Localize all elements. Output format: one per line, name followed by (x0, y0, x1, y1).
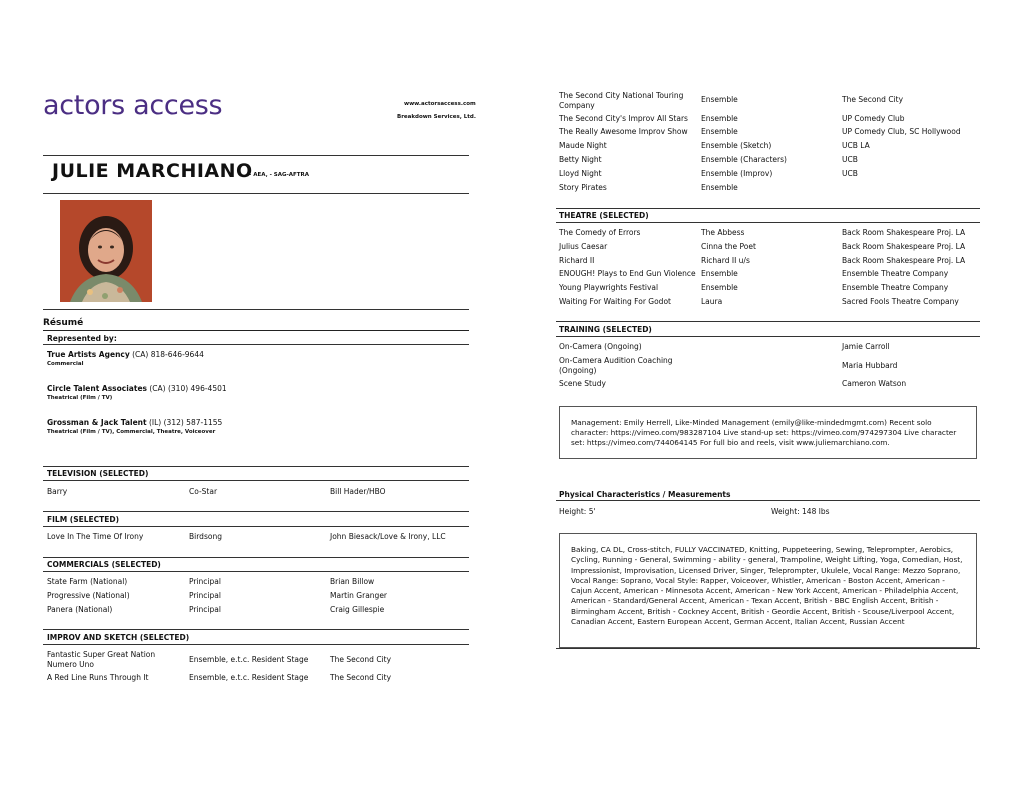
divider (556, 648, 980, 649)
credit-company: UCB (842, 169, 858, 178)
agency-contact: (CA) (310) 496-4501 (147, 384, 227, 393)
credit-title: Maude Night (559, 141, 607, 150)
credit-company: Craig Gillespie (330, 605, 385, 614)
credit-company: The Second City (330, 673, 392, 682)
credit-role: Ensemble (701, 283, 738, 292)
credit-role: Birdsong (189, 532, 222, 541)
divider (43, 511, 469, 512)
film-title: FILM (SELECTED) (47, 515, 120, 524)
agency-name: True Artists Agency (47, 350, 130, 359)
credit-title: Progressive (National) (47, 591, 130, 600)
credit-role: Ensemble (701, 183, 738, 192)
credit-role: Ensemble, e.t.c. Resident Stage (189, 655, 309, 664)
credit-title: State Farm (National) (47, 577, 128, 586)
credit-role: Ensemble (701, 95, 738, 104)
credit-company: UP Comedy Club, SC Hollywood (842, 127, 961, 136)
credit-role: Ensemble (Characters) (701, 155, 787, 164)
divider (556, 336, 980, 337)
divider (43, 193, 469, 194)
divider (43, 344, 469, 345)
credit-title: The Really Awesome Improv Show (559, 127, 688, 136)
training-title: TRAINING (SELECTED) (559, 325, 652, 334)
weight-value: Weight: 148 lbs (771, 507, 830, 516)
credit-role: Principal (189, 605, 221, 614)
divider (556, 500, 980, 501)
commercials-title: COMMERCIALS (SELECTED) (47, 560, 161, 569)
improv-title: IMPROV AND SKETCH (SELECTED) (47, 633, 190, 642)
credit-company: Sacred Fools Theatre Company (842, 297, 959, 306)
agency-type: Commercial (47, 361, 84, 367)
agency-entry[interactable] (47, 350, 204, 360)
credit-title: Richard II (559, 256, 595, 265)
divider (43, 557, 469, 558)
credit-title: A Red Line Runs Through It (47, 673, 149, 682)
resume-heading: Résumé (43, 318, 84, 328)
credit-title: Story Pirates (559, 183, 607, 192)
training-course: Scene Study (559, 379, 606, 388)
credit-title: Love In The Time Of Irony (47, 532, 144, 541)
website-link[interactable]: www.actorsaccess.com (404, 101, 476, 107)
credit-company: Back Room Shakespeare Proj. LA (842, 228, 966, 237)
credit-company: UCB (842, 155, 858, 164)
credit-role: Co-Star (189, 487, 218, 496)
notes-text: Management: Emily Herrell, Like-Minded Management (emily@like-mindedmgmt.com) Recent solo character: https://vimeo.com/983287104 Live stand-up set: https://vimeo.com/974297304 Live character set: https://vimeo.com/744064145 For full bio and reels, visit www.juliemarchiano.com. (571, 418, 957, 447)
credit-role: Principal (189, 591, 221, 600)
headshot-photo[interactable] (60, 200, 152, 302)
credit-title: Waiting For Waiting For Godot (559, 297, 671, 306)
actors-access-logo: actors access (43, 90, 223, 121)
credit-title: Betty Night (559, 155, 602, 164)
agency-type: Theatrical (Film / TV), Commercial, Theatre, Voiceover (47, 429, 216, 435)
agency-type: Theatrical (Film / TV) (47, 395, 113, 401)
skills-text: Baking, CA DL, Cross-stitch, FULLY VACCINATED, Knitting, Puppeteering, Sewing, Teleprompter, Aerobics, Cycling, Running - General, Swimming - ability - general, Trampoline, Weight Lifting, Yoga, Comedian, Host, Impressionist, Improvisation, Licensed Driver, Singer, Teleprompter, Ukulele, Vocal Range: Mezzo Soprano, Vocal Range: Soprano, Vocal Style: Rapper, Voiceover, Whistler, American - Boston Accent, American - Cajun Accent, American - Minnesota Accent, American - New York Accent, American - Philadelphia Accent, American - Standard/General Accent, American - Texan Accent, British - BBC English Accent, British - Birmingham Accent, British - Cockney Accent, British - Geordie Accent, British - Scouse/Liverpool Accent, Canadian Accent, Eastern European Accent, German Accent, Italian Accent, Russian Accent (571, 545, 963, 627)
agency-entry[interactable] (47, 418, 222, 428)
physical-title: Physical Characteristics / Measurements (559, 490, 731, 499)
divider (556, 222, 980, 223)
divider (43, 480, 469, 481)
credit-company: Brian Billow (330, 577, 375, 586)
credit-role: Principal (189, 577, 221, 586)
training-teacher: Cameron Watson (842, 379, 907, 388)
credit-title: Barry (47, 487, 68, 496)
training-course: On-Camera Audition Coaching (Ongoing) (559, 356, 673, 375)
height-value: Height: 5' (559, 507, 596, 516)
credit-title: The Second City National Touring Company (559, 91, 684, 110)
credit-company: John Biesack/Love & Irony, LLC (330, 532, 446, 541)
credit-title: The Comedy of Errors (559, 228, 641, 237)
credit-role: Ensemble, e.t.c. Resident Stage (189, 673, 309, 682)
credit-role: Cinna the Poet (701, 242, 756, 251)
credit-title: Julius Caesar (559, 242, 608, 251)
headshot-image (60, 200, 152, 302)
theatre-title: THEATRE (SELECTED) (559, 211, 649, 220)
credit-company: UCB LA (842, 141, 870, 150)
agency-entry[interactable] (47, 384, 227, 394)
credit-company: Ensemble Theatre Company (842, 283, 949, 292)
credit-role: Ensemble (701, 127, 738, 136)
agency-contact: (IL) (312) 587-1155 (146, 418, 223, 427)
credit-company: Bill Hader/HBO (330, 487, 386, 496)
credit-title: Young Playwrights Festival (559, 283, 659, 292)
agency-name: Grossman & Jack Talent (47, 418, 147, 427)
training-teacher: Jamie Carroll (842, 342, 890, 351)
credit-title: Lloyd Night (559, 169, 602, 178)
credit-company: The Second City (842, 95, 904, 104)
credit-title: ENOUGH! Plays to End Gun Violence (559, 269, 696, 278)
actor-name: JULIE MARCHIANO (52, 160, 253, 182)
training-teacher: Maria Hubbard (842, 361, 898, 370)
divider (43, 571, 469, 572)
credit-role: Laura (701, 297, 723, 306)
credit-title: Fantastic Super Great Nation Numero Uno (47, 650, 156, 669)
credit-role: The Abbess (701, 228, 745, 237)
divider (43, 629, 469, 630)
credit-role: Ensemble (701, 114, 738, 123)
actor-unions: - AEA, - SAG-AFTRA (249, 172, 310, 178)
divider (43, 309, 469, 310)
training-course: On-Camera (Ongoing) (559, 342, 642, 351)
television-title: TELEVISION (SELECTED) (47, 469, 149, 478)
representation-title: Represented by: (47, 334, 117, 343)
credit-company: Ensemble Theatre Company (842, 269, 949, 278)
credit-company: The Second City (330, 655, 392, 664)
credit-role: Richard II u/s (701, 256, 750, 265)
credit-title: Panera (National) (47, 605, 113, 614)
agency-contact: (CA) 818-646-9644 (129, 350, 204, 359)
divider (43, 330, 469, 331)
divider (43, 466, 469, 467)
credit-role: Ensemble (Improv) (701, 169, 773, 178)
divider (556, 208, 980, 209)
credit-company: Back Room Shakespeare Proj. LA (842, 242, 966, 251)
credit-company: UP Comedy Club (842, 114, 905, 123)
credit-title: The Second City's Improv All Stars (559, 114, 688, 123)
credit-role: Ensemble (Sketch) (701, 141, 772, 150)
divider (43, 644, 469, 645)
company-name: Breakdown Services, Ltd. (397, 114, 476, 120)
divider (43, 155, 469, 156)
credit-role: Ensemble (701, 269, 738, 278)
credit-company: Martin Granger (330, 591, 388, 600)
agency-name: Circle Talent Associates (47, 384, 147, 393)
divider (556, 321, 980, 322)
divider (43, 526, 469, 527)
credit-company: Back Room Shakespeare Proj. LA (842, 256, 966, 265)
